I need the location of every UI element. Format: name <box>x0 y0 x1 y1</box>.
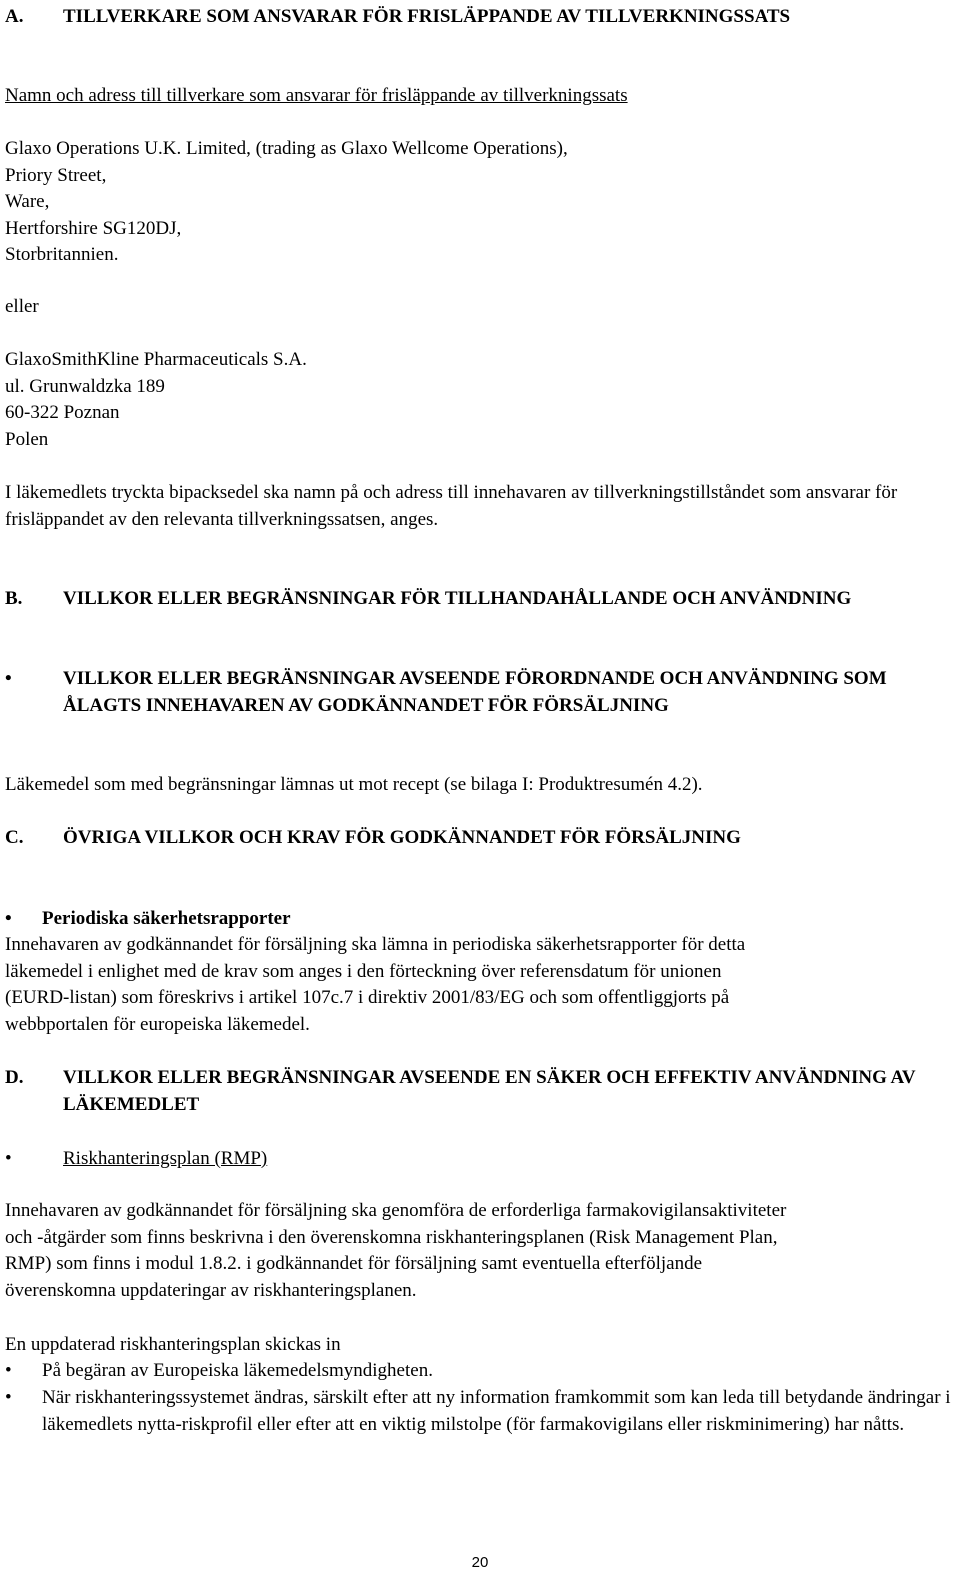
address-line: Polen <box>5 428 49 450</box>
address-line: 60-322 Poznan <box>5 402 120 423</box>
text-line: webbportalen för europeiska läkemedel. <box>5 1013 310 1035</box>
address-line: ul. Grunwaldzka 189 <box>5 375 165 397</box>
update-list-item <box>5 1385 952 1438</box>
section-d-bullet <box>5 1146 952 1173</box>
section-b-bullet-heading: VILLKOR ELLER BEGRÄNSNINGAR AVSEENDE FÖRORDNANDE OCH ANVÄNDNING SOM ÅLAGTS INNEHAVAREN AV GODKÄNNANDET FÖR FÖRSÄLJNING <box>63 668 887 716</box>
bullet-glyph: • <box>5 908 12 929</box>
address-line: Hertforshire SG120DJ, <box>5 217 182 239</box>
section-a-heading <box>5 4 952 31</box>
or-text: eller <box>5 296 39 317</box>
address-line: Storbritannien. <box>5 244 119 265</box>
section-d-letter: D. <box>5 1067 24 1088</box>
address-line: Glaxo Operations U.K. Limited, (trading as Glaxo Wellcome Operations), <box>5 138 568 159</box>
section-b-title: VILLKOR ELLER BEGRÄNSNINGAR FÖR TILLHANDAHÅLLANDE OCH ANVÄNDNING <box>63 588 852 609</box>
bullet-glyph: • <box>5 1360 12 1381</box>
section-d-text <box>5 1198 952 1304</box>
update-list-item <box>5 1358 952 1385</box>
section-c-bullet <box>5 906 952 933</box>
text-line: RMP) som finns i modul 1.8.2. i godkännandet för försäljning samt eventuella efterföljande <box>5 1253 703 1274</box>
text-line: överenskomna uppdateringar av riskhanteringsplanen. <box>5 1279 417 1301</box>
section-c-title: ÖVRIGA VILLKOR OCH KRAV FÖR GODKÄNNANDET FÖR FÖRSÄLJNING <box>63 827 741 848</box>
page-number: 20 <box>471 1554 489 1571</box>
section-d-bullet-heading: Riskhanteringsplan (RMP) <box>63 1148 268 1169</box>
section-c-heading <box>5 825 952 852</box>
update-intro: En uppdaterad riskhanteringsplan skickas in <box>5 1334 341 1355</box>
manufacturer-1-address <box>5 136 952 269</box>
text-line: läkemedel i enlighet med de krav som anges i den förteckning över referensdatum för unionen <box>5 960 722 982</box>
address-line: GlaxoSmithKline Pharmaceuticals S.A. <box>5 349 307 370</box>
update-item-text: När riskhanteringssystemet ändras, särskilt efter att ny information framkommit som kan leda till betydande ändringar i läkemedlets nytta-riskprofil eller efter att en viktig milstolpe (för farmakovigilans eller riskminimering) har nåtts. <box>42 1387 951 1435</box>
section-b-letter: B. <box>5 588 23 609</box>
update-item-text: På begäran av Europeiska läkemedelsmyndigheten. <box>42 1360 433 1381</box>
section-a-title: TILLVERKARE SOM ANSVARAR FÖR FRISLÄPPANDE AV TILLVERKNINGSSATS <box>63 6 791 27</box>
section-d-heading <box>5 1065 952 1118</box>
section-b-bullet <box>5 666 952 719</box>
section-c-bullet-heading: Periodiska säkerhetsrapporter <box>42 908 291 929</box>
text-line: Innehavaren av godkännandet för försäljning ska lämna in periodiska säkerhetsrapporter för detta <box>5 934 746 955</box>
bullet-glyph: • <box>5 668 12 689</box>
section-c-text <box>5 932 952 1038</box>
text-line: (EURD-listan) som föreskrivs i artikel 107c.7 i direktiv 2001/83/EG och som offentliggjorts på <box>5 987 730 1008</box>
section-d-title: VILLKOR ELLER BEGRÄNSNINGAR AVSEENDE EN SÄKER OCH EFFEKTIV ANVÄNDNING AV LÄKEMEDLET <box>63 1067 916 1115</box>
bullet-glyph: • <box>5 1148 12 1169</box>
address-line: Ware, <box>5 191 50 212</box>
manufacturer-subheading: Namn och adress till tillverkare som ansvarar för frisläppande av tillverkningssats <box>5 85 628 106</box>
text-line: och -åtgärder som finns beskrivna i den överenskomna riskhanteringsplanen (Risk Management Plan, <box>5 1226 778 1248</box>
address-line: Priory Street, <box>5 164 107 186</box>
manufacturer-2-address <box>5 347 952 453</box>
section-b-text: Läkemedel som med begränsningar lämnas ut mot recept (se bilaga I: Produktresumén 4.2). <box>5 774 703 795</box>
text-line: Innehavaren av godkännandet för försäljning ska genomföra de erforderliga farmakovigilansaktiviteter <box>5 1200 787 1221</box>
section-a-letter: A. <box>5 6 24 27</box>
section-a-note: I läkemedlets tryckta bipacksedel ska namn på och adress till innehavaren av tillverkningstillståndet som ansvarar för frisläppandet av den relevanta tillverkningssatsen, anges. <box>5 482 898 530</box>
bullet-glyph: • <box>5 1387 12 1408</box>
section-c-letter: C. <box>5 827 24 848</box>
section-b-heading <box>5 586 952 613</box>
